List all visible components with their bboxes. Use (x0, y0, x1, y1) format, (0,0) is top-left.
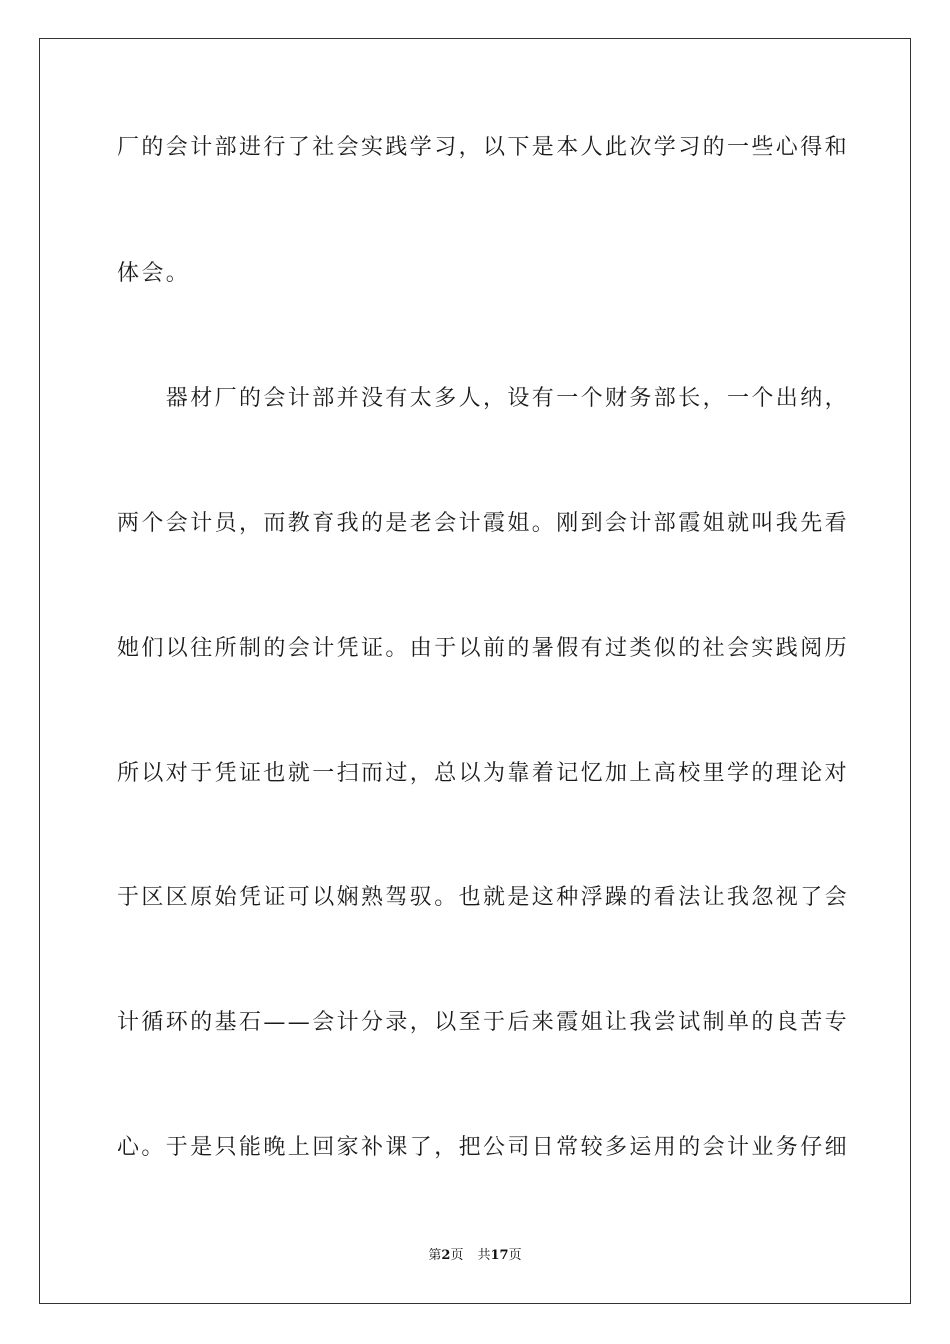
text-line: 厂的会计部进行了社会实践学习，以下是本人此次学习的一些心得和 (117, 135, 850, 160)
page-border (39, 38, 911, 1304)
text-line: 所以对于凭证也就一扫而过，总以为靠着记忆加上高校里学的理论对 (117, 761, 850, 786)
page-suffix: 页 (450, 1248, 464, 1263)
total-pages: 17 (490, 1248, 509, 1263)
text-line: 她们以往所制的会计凭证。由于以前的暑假有过类似的社会实践阅历 (117, 636, 850, 661)
page-number: 2 (441, 1248, 451, 1263)
text-line: 计循环的基石——会计分录，以至于后来霞姐让我尝试制单的良苦专 (117, 1010, 850, 1035)
text-line: 体会。 (117, 261, 191, 286)
total-prefix: 共 (477, 1248, 491, 1263)
text-line: 两个会计员，而教育我的是老会计霞姐。刚到会计部霞姐就叫我先看 (117, 511, 850, 536)
total-suffix: 页 (508, 1248, 522, 1263)
page-prefix: 第 (428, 1248, 442, 1263)
text-line: 心。于是只能晚上回家补课了，把公司日常较多运用的会计业务仔细 (117, 1135, 850, 1160)
text-line: 于区区原始凭证可以娴熟驾驭。也就是这种浮躁的看法让我忽视了会 (117, 885, 850, 910)
text-line: 器材厂的会计部并没有太多人，设有一个财务部长，一个出纳， (117, 386, 850, 411)
page-footer (0, 1246, 950, 1266)
